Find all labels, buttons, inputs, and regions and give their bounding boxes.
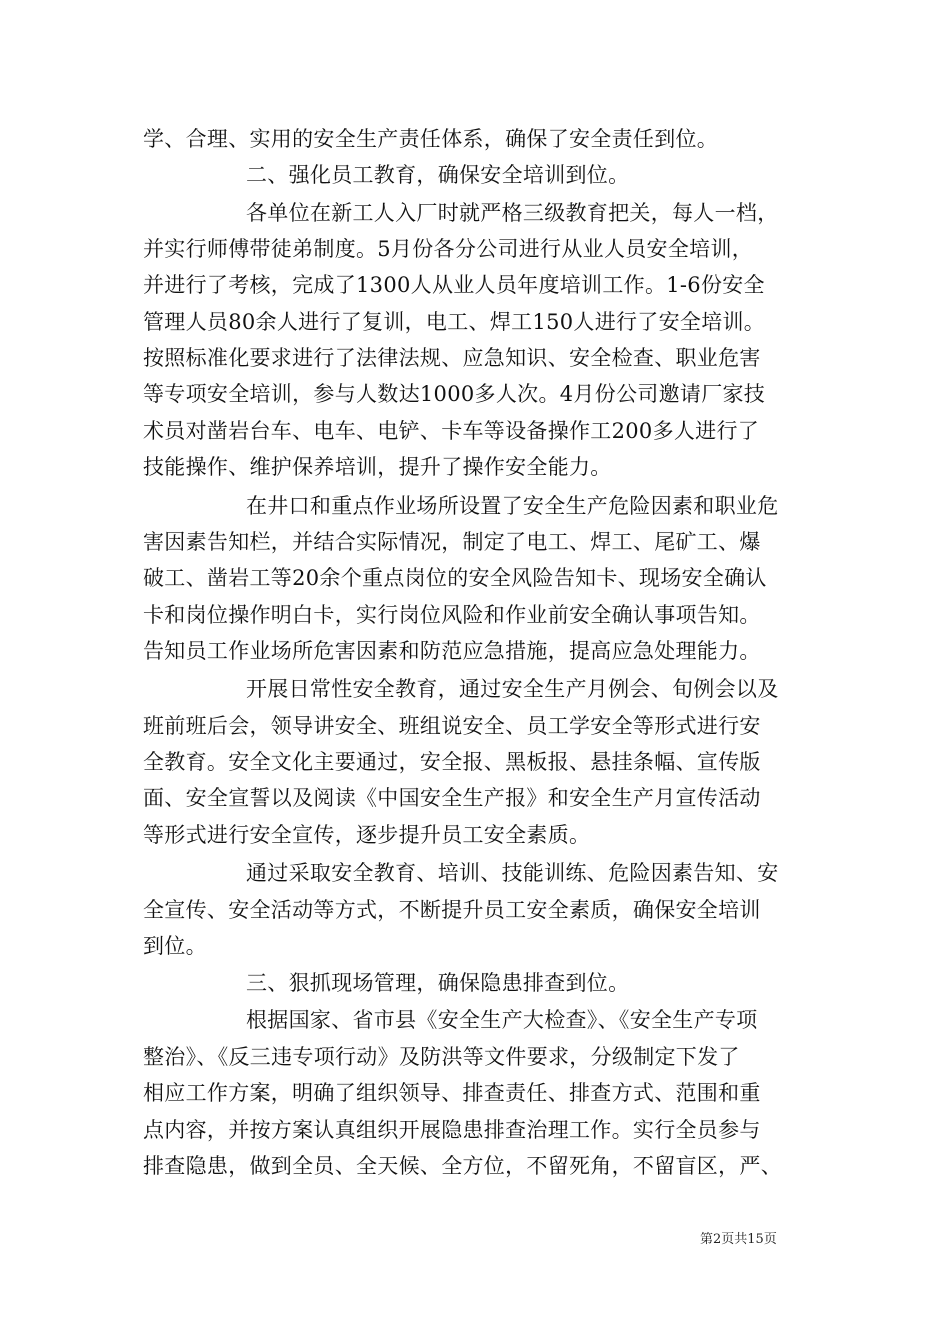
- text-line: 告知员工作业场所危害因素和防范应急措施，提高应急处理能力。: [143, 639, 761, 663]
- text-line: 面、安全宣誓以及阅读《中国安全生产报》和安全生产月宣传活动: [143, 786, 761, 810]
- text-line: 破工、凿岩工等20余个重点岗位的安全风险告知卡、现场安全确认: [143, 566, 767, 590]
- text-line: 点内容，并按方案认真组织开展隐患排查治理工作。实行全员参与: [143, 1118, 761, 1142]
- text-line: 等专项安全培训，参与人数达1000多人次。4月份公司邀请厂家技: [143, 382, 766, 406]
- text-line: 并进行了考核，完成了1300人从业人员年度培训工作。1-6份安全: [143, 273, 765, 297]
- paragraph-first-line: 在井口和重点作业场所设置了安全生产危险因素和职业危: [246, 494, 779, 518]
- text-line: 班前班后会，领导讲安全、班组说安全、员工学安全等形式进行安: [143, 714, 761, 738]
- section-heading: 二、强化员工教育，确保安全培训到位。: [246, 163, 630, 187]
- text-line: 学、合理、实用的安全生产责任体系，确保了安全责任到位。: [143, 127, 719, 151]
- paragraph-first-line: 开展日常性安全教育，通过安全生产月例会、旬例会以及: [246, 677, 779, 701]
- paragraph-first-line: 各单位在新工人入厂时就严格三级教育把关，每人一档，: [246, 201, 779, 225]
- section-heading: 三、狠抓现场管理，确保隐患排查到位。: [246, 971, 630, 995]
- text-line: 术员对凿岩台车、电车、电铲、卡车等设备操作工200多人进行了: [143, 419, 760, 443]
- text-line: 相应工作方案，明确了组织领导、排查责任、排查方式、范围和重: [143, 1081, 761, 1105]
- paragraph-first-line: 通过采取安全教育、培训、技能训练、危险因素告知、安: [246, 861, 779, 885]
- text-line: 全教育。安全文化主要通过，安全报、黑板报、悬挂条幅、宣传版: [143, 750, 761, 774]
- page-number: 第2页共15页: [700, 1232, 777, 1247]
- text-line: 并实行师傅带徒弟制度。5月份各分公司进行从业人员安全培训，: [143, 237, 754, 261]
- text-line: 全宣传、安全活动等方式，不断提升员工安全素质，确保安全培训: [143, 898, 761, 922]
- text-line: 卡和岗位操作明白卡，实行岗位风险和作业前安全确认事项告知。: [143, 603, 761, 627]
- text-line: 技能操作、维护保养培训，提升了操作安全能力。: [143, 455, 612, 479]
- text-line: 管理人员80余人进行了复训，电工、焊工150人进行了安全培训。: [143, 310, 766, 334]
- text-line: 害因素告知栏，并结合实际情况，制定了电工、焊工、尾矿工、爆: [143, 530, 761, 554]
- text-line: 排查隐患，做到全员、全天候、全方位，不留死角，不留盲区，严、: [143, 1154, 782, 1178]
- paragraph-first-line: 根据国家、省市县《安全生产大检查》、《安全生产专项: [246, 1008, 758, 1032]
- text-line: 等形式进行安全宣传，逐步提升员工安全素质。: [143, 823, 591, 847]
- text-line: 到位。: [143, 934, 207, 958]
- text-line: 整治》、《反三违专项行动》及防洪等文件要求，分级制定下发了: [143, 1045, 740, 1069]
- text-line: 按照标准化要求进行了法律法规、应急知识、安全检查、职业危害: [143, 346, 761, 370]
